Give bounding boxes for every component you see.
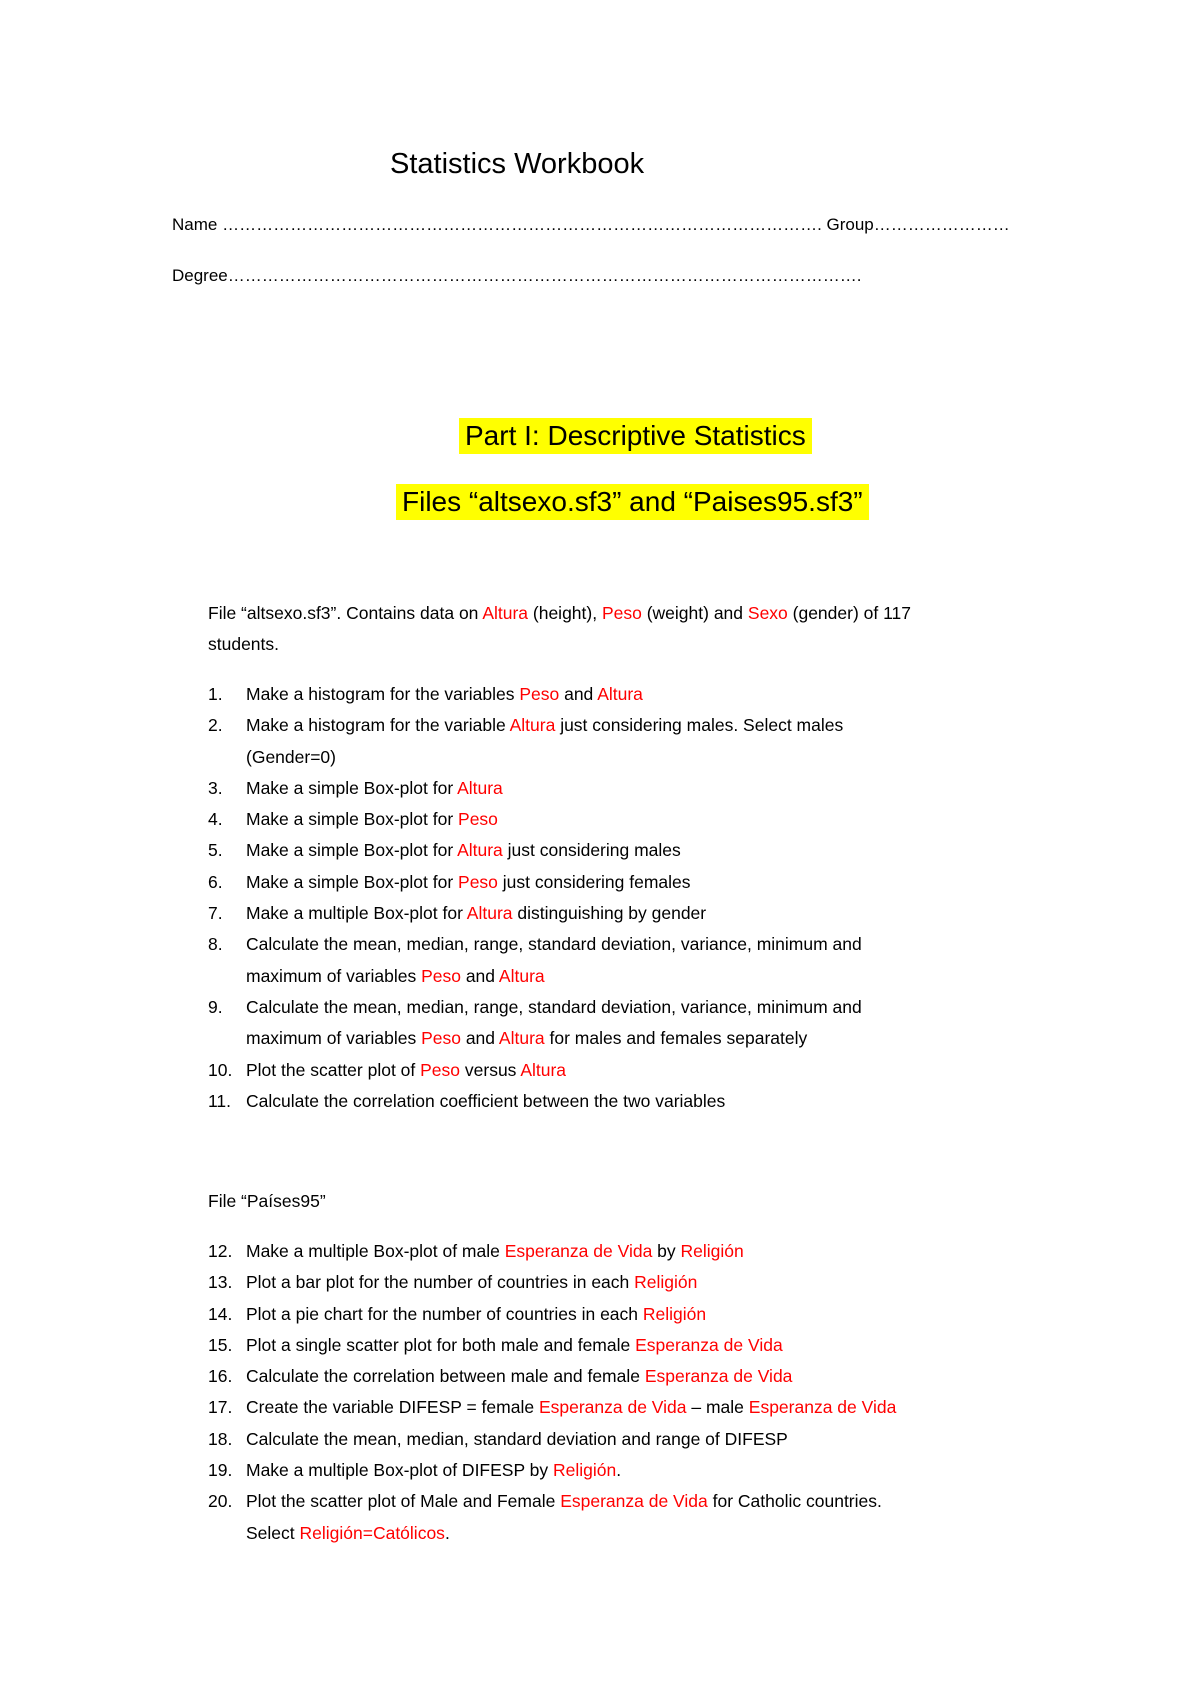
text-segment: – male bbox=[686, 1397, 749, 1418]
files-heading: Files “altsexo.sf3” and “Paises95.sf3” bbox=[396, 484, 869, 520]
text-segment: just considering females bbox=[497, 871, 691, 892]
list-item bbox=[208, 1086, 862, 1117]
variable-name: Altura bbox=[498, 1028, 545, 1049]
text-segment: Calculate the mean, median, standard deviation and range of DIFESP bbox=[246, 1428, 788, 1449]
text-segment: Make a simple Box-plot for bbox=[246, 777, 458, 798]
variable-name: Religión bbox=[642, 1303, 707, 1324]
list-item bbox=[208, 1455, 896, 1486]
text-segment: Calculate the correlation between male and female bbox=[246, 1366, 645, 1387]
item-number: 8. bbox=[208, 934, 223, 955]
variable-name: Peso bbox=[458, 871, 498, 892]
item-number: 1. bbox=[208, 684, 223, 704]
list-item bbox=[208, 898, 862, 929]
list-item bbox=[208, 835, 862, 866]
text-segment: Calculate the correlation coefficient between the two variables bbox=[246, 1090, 726, 1111]
text-segment: just considering males. Select males bbox=[555, 715, 844, 736]
item-line bbox=[246, 1086, 862, 1117]
section2-intro: File “Países95” bbox=[208, 1191, 326, 1211]
text-segment: File “altsexo.sf3”. Contains data on bbox=[208, 603, 483, 623]
item-number: 5. bbox=[208, 840, 223, 861]
part-heading: Part I: Descriptive Statistics bbox=[459, 418, 812, 454]
item-line bbox=[246, 1486, 896, 1517]
item-line bbox=[246, 867, 862, 898]
item-line bbox=[246, 1299, 896, 1330]
list-item bbox=[208, 867, 862, 898]
text-segment: distinguishing by gender bbox=[512, 903, 707, 924]
variable-name: Religión bbox=[680, 1241, 744, 1261]
item-number: 13. bbox=[208, 1272, 233, 1293]
item-line bbox=[246, 1518, 896, 1549]
text-segment: for males and females separately bbox=[544, 1028, 808, 1049]
list-item bbox=[208, 1361, 896, 1392]
list-item bbox=[208, 992, 862, 1055]
variable-name: Altura bbox=[457, 777, 503, 798]
item-number: 17. bbox=[208, 1397, 233, 1418]
text-segment: Calculate the mean, median, range, standard deviation, variance, minimum and bbox=[246, 996, 862, 1017]
text-segment: Plot a single scatter plot for both male and female bbox=[246, 1334, 636, 1355]
text-segment: Plot a bar plot for the number of countries in each bbox=[246, 1272, 635, 1293]
item-line bbox=[246, 898, 862, 929]
variable-name: Sexo bbox=[747, 603, 788, 623]
text-segment: Make a multiple Box-plot of DIFESP by bbox=[246, 1460, 554, 1481]
degree-field-line: Degree…………………………………………………………………………………………………. bbox=[172, 266, 862, 285]
item-number: 19. bbox=[208, 1460, 233, 1481]
variable-name: Religión bbox=[553, 1460, 617, 1481]
list-item bbox=[208, 1055, 862, 1086]
text-segment: just considering males bbox=[502, 840, 681, 861]
variable-name: Peso bbox=[421, 1028, 461, 1049]
item-line bbox=[246, 1455, 896, 1486]
text-segment: and bbox=[559, 684, 598, 704]
variable-name: Religión=Católicos bbox=[299, 1522, 445, 1543]
list-item bbox=[208, 1424, 896, 1455]
text-segment: maximum of variables bbox=[246, 965, 422, 986]
item-number: 9. bbox=[208, 996, 223, 1017]
text-segment: Calculate the mean, median, range, standard deviation, variance, minimum and bbox=[246, 934, 862, 955]
list-item bbox=[208, 1330, 896, 1361]
item-line bbox=[246, 1361, 896, 1392]
section2-task-list bbox=[208, 1236, 896, 1549]
item-number: 18. bbox=[208, 1428, 233, 1449]
variable-name: Peso bbox=[601, 603, 642, 623]
text-segment: (gender) of 117 bbox=[787, 603, 912, 623]
item-number: 20. bbox=[208, 1491, 233, 1512]
text-segment: (height), bbox=[528, 603, 602, 623]
text-segment: by bbox=[652, 1241, 681, 1261]
item-line bbox=[246, 1055, 862, 1086]
item-line bbox=[246, 710, 862, 741]
list-item bbox=[208, 1299, 896, 1330]
variable-name: Altura bbox=[498, 965, 545, 986]
variable-name: Peso bbox=[420, 1059, 461, 1080]
text-segment: for Catholic countries. bbox=[707, 1491, 882, 1512]
variable-name: Altura bbox=[466, 903, 513, 924]
name-field-line: Name ……………………………………………………………………………………………. Group…………………… bbox=[172, 215, 1010, 234]
text-segment: Make a histogram for the variable bbox=[246, 715, 510, 736]
item-line bbox=[246, 1424, 896, 1455]
variable-name: Religión bbox=[634, 1272, 698, 1293]
text-segment: maximum of variables bbox=[246, 1028, 422, 1049]
text-segment: Create the variable DIFESP = female bbox=[246, 1397, 539, 1418]
text-segment: Make a histogram for the variables bbox=[246, 684, 520, 704]
item-number: 10. bbox=[208, 1059, 233, 1080]
item-number: 11. bbox=[208, 1090, 232, 1111]
item-line bbox=[246, 929, 862, 960]
text-segment: (weight) and bbox=[641, 603, 748, 623]
list-item bbox=[208, 710, 862, 773]
item-line bbox=[246, 1236, 896, 1267]
item-line bbox=[246, 1023, 862, 1054]
item-line bbox=[246, 961, 862, 992]
document-title: Statistics Workbook bbox=[390, 148, 645, 180]
item-line bbox=[246, 835, 862, 866]
text-segment: and bbox=[460, 965, 499, 986]
variable-name: Peso bbox=[519, 684, 560, 704]
item-number: 3. bbox=[208, 777, 223, 798]
item-line bbox=[246, 742, 862, 773]
variable-name: Esperanza de Vida bbox=[644, 1366, 793, 1387]
variable-name: Altura bbox=[509, 715, 556, 736]
text-segment: Plot a pie chart for the number of countries in each bbox=[246, 1303, 643, 1324]
text-segment: Select bbox=[246, 1522, 300, 1543]
text-segment: (Gender=0) bbox=[246, 746, 336, 767]
text-segment: Make a multiple Box-plot of male bbox=[246, 1241, 505, 1261]
text-segment: . bbox=[616, 1460, 622, 1481]
section1-intro-line2: students. bbox=[208, 634, 280, 654]
variable-name: Altura bbox=[597, 684, 643, 704]
variable-name: Esperanza de Vida bbox=[560, 1491, 708, 1512]
item-line bbox=[246, 804, 862, 835]
list-item bbox=[208, 773, 862, 804]
section1-intro-line1 bbox=[208, 603, 911, 624]
variable-name: Esperanza de Vida bbox=[635, 1334, 783, 1355]
section1-task-list bbox=[208, 679, 862, 1117]
item-number: 6. bbox=[208, 871, 223, 892]
item-number: 2. bbox=[208, 715, 223, 736]
text-segment: Make a simple Box-plot for bbox=[246, 840, 458, 861]
variable-name: Peso bbox=[421, 965, 461, 986]
list-item bbox=[208, 1486, 896, 1549]
variable-name: Esperanza de Vida bbox=[504, 1241, 653, 1261]
list-item bbox=[208, 1392, 896, 1423]
item-line bbox=[246, 1392, 896, 1423]
list-item bbox=[208, 1267, 896, 1298]
item-number: 15. bbox=[208, 1334, 233, 1355]
text-segment: Plot the scatter plot of Male and Female bbox=[246, 1491, 561, 1512]
item-number: 4. bbox=[208, 809, 223, 830]
item-line bbox=[246, 992, 862, 1023]
item-line bbox=[246, 679, 862, 710]
list-item bbox=[208, 1236, 896, 1267]
variable-name: Altura bbox=[520, 1059, 567, 1080]
variable-name: Esperanza de Vida bbox=[538, 1397, 687, 1418]
variable-name: Altura bbox=[457, 840, 503, 861]
list-item bbox=[208, 804, 862, 835]
variable-name: Peso bbox=[458, 809, 498, 830]
text-segment: versus bbox=[460, 1059, 521, 1080]
text-segment: Make a multiple Box-plot for bbox=[246, 903, 467, 924]
text-segment: Plot the scatter plot of bbox=[246, 1059, 421, 1080]
item-line bbox=[246, 773, 862, 804]
item-number: 12. bbox=[208, 1241, 233, 1261]
text-segment: and bbox=[460, 1028, 499, 1049]
list-item bbox=[208, 679, 862, 710]
variable-name: Esperanza de Vida bbox=[748, 1397, 897, 1418]
item-number: 7. bbox=[208, 903, 223, 924]
variable-name: Altura bbox=[482, 603, 529, 623]
item-line bbox=[246, 1267, 896, 1298]
item-line bbox=[246, 1330, 896, 1361]
text-segment: Make a simple Box-plot for bbox=[246, 871, 459, 892]
list-item bbox=[208, 929, 862, 992]
item-number: 16. bbox=[208, 1366, 233, 1387]
item-number: 14. bbox=[208, 1303, 233, 1324]
text-segment: Make a simple Box-plot for bbox=[246, 809, 459, 830]
text-segment: . bbox=[444, 1522, 450, 1543]
